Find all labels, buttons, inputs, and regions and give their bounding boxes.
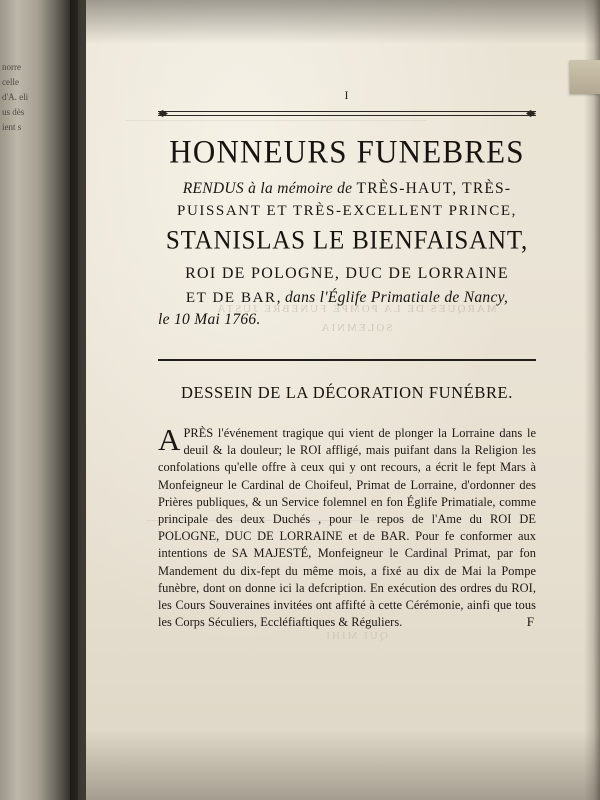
drop-cap: A — [158, 422, 181, 457]
ornamental-rule — [158, 109, 536, 118]
signature-mark: I — [344, 88, 350, 102]
page-title: HONNEURS FUNEBRES — [169, 132, 525, 171]
honoree-name: STANISLAS LE BIENFAISANT, — [165, 226, 529, 255]
horizontal-rule — [158, 359, 536, 361]
subtitle-memoire: à la mémoire de — [243, 180, 357, 197]
bottom-shadow — [86, 730, 600, 800]
titles-line-1 — [158, 263, 536, 283]
left-page-text-fragment: norre celle d'A. eli us dès ient s — [2, 62, 29, 132]
page-right-edge — [584, 0, 600, 800]
page-content — [158, 88, 536, 630]
titles-line-2 — [158, 289, 536, 307]
titles-eglise-primatiale: , dans l'Églife Primatiale de Nancy, — [276, 289, 509, 306]
subtitle-tres-haut: TRÈS-HAUT, TRÈS- — [356, 180, 512, 197]
titles-et-de-bar: ET DE BAR — [185, 290, 277, 306]
body-paragraph — [158, 422, 536, 631]
subtitle-rendus: RENDUS — [182, 180, 244, 197]
section-heading: DESSEIN DE LA DÉCORATION FUNÉBRE. — [181, 383, 513, 402]
titles-roi-de-pologne: ROI DE POLOGNE, DUC DE LORRAINE — [185, 265, 509, 282]
left-page-edge — [0, 0, 78, 800]
page-corner-tab — [570, 60, 600, 94]
subtitle-line-2: PUISSANT ET TRÈS-EXCELLENT PRINCE, — [177, 203, 517, 219]
subtitle-line-1 — [158, 180, 536, 198]
date-line: le 10 Mai 1766. — [158, 311, 261, 328]
right-page — [86, 0, 600, 800]
showthrough-text: MARQUES DE LA POMPE FUNEBRE JUSTA SOLEMNIA — [215, 303, 497, 334]
body-text: PRÈS l'événement tragique qui vient de plonger la Lorraine dans le deuil & la douleur; le ROI affligé, mais puifant dans la Religion les confolations qu'elle offre à ceux qui y ont recours, a écrit le fept Mars à Monfeigneur le Cardinal de Choifeul, Primat de Lorraine, d'ordonner des Prières publiques, & un Service folemnel en fon Églife Primatiale, comme principale des deux Duchés , pour le repos de l'Ame du ROI DE POLOGNE, DUC DE LORRAINE et de BAR. Pour fe conformer aux intentions de SA MAJESTÉ, Monfeigneur le Cardinal Primat, par fon Mandement du dix-fept du même mois, a fixé au dix de Mai la Pompe funèbre, dont on donne ici la defcription. En exécution des ordres du ROI, les Cours Souveraines invitées ont affifté à cette Cérémonie, ainfi que tous les Corps Séculiers, Eccléfiaftiques & Réguliers. — [158, 426, 536, 630]
top-shadow — [86, 0, 600, 44]
showthrough-text-2: QUI MIHI — [324, 630, 388, 642]
catchword-signature: F — [526, 614, 534, 630]
